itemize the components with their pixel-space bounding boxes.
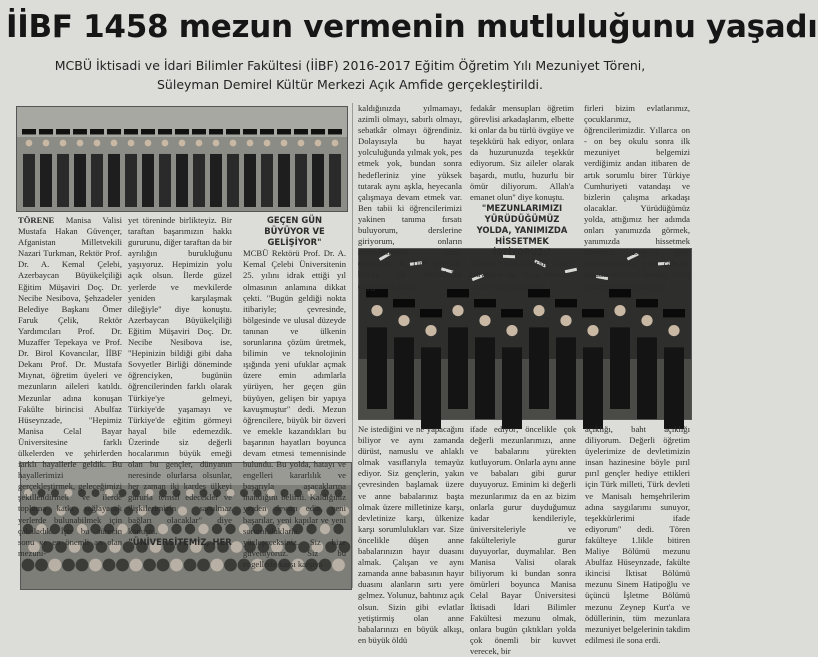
column-5 (470, 103, 574, 291)
body-paragraph (18, 215, 122, 559)
column-9 (585, 424, 691, 645)
body-paragraph (358, 424, 464, 646)
paragraph-text: açıklığı, baht açıklığı diliyorum. Değerli öğretim üyelerimize de devletimizin insan hazinesine böyle pırıl pırıl gençler hediye ettikleri için Türk milleti, Türk devleti ve Manisalı hemşehrilerim adına saygılarımı sunuyor, teşekkürlerimi ifade ediyorum" dedi. Tören fakülteye 1.likle bitiren Maliye Bölümü mezunu Abulfaz Hüseynzade, fakülte ikincisi İktisat Bölümü mezunu Sinem Hatipoğlu ve üçüncü İşletme Bölümü mezunu Zeynep Kurt'a ve ödüllerinin, tüm mezunlara mezuniyet belgelerinin takdim edilmesi ile sona erdi. (585, 424, 691, 645)
deck-line-2: Süleyman Demirel Kültür Merkezi Açık Amfide gerçekleştirildi. (156, 77, 544, 92)
subheading: "MEZUNLARIMIZI YÜRÜDÜĞÜMÜZ YOLDA, YANIMIZDA HİSSETMEK İSTİYORUZ." (476, 202, 568, 258)
column-rule (352, 103, 353, 588)
paragraph-text: Manisa Valisi Mustafa Hakan Güvençer ise "Aynı heyecanı sizlerle paylaştığımızı (470, 258, 574, 291)
photo-graduates-group (16, 106, 348, 212)
column-8 (470, 424, 576, 656)
body-paragraph (470, 258, 574, 291)
column-1 (18, 215, 122, 558)
headline: İİBF 1458 mezun vermenin mutluluğunu yaşadı (6, 9, 818, 45)
lead-word: TÖRENE (18, 215, 55, 225)
subheading: GEÇEN GÜN BÜYÜYOR VE GELİŞİYOR" (264, 215, 325, 248)
body-paragraph (243, 248, 346, 570)
body-paragraph (470, 103, 574, 203)
body-paragraph (585, 424, 690, 646)
paragraph-text: kaldığınızda yılmamayı, azimli olmayı, sabırlı olmayı, sebatkâr olmayı öğrendiniz. Dolayısıyla bu hayat yolculuğunda yılmak yok, pes etmek yok, bundan sonra hedefleriniz yine yüksek tutarak aynı aşkla, heyecanla çalışmaya devam etmek var. Ben tabii ki öğrencilerimizi yakinen tanıma fırsatı buluyorum, derslerine giriyorum, onların memnuniyetle ifade edebilirim ki Türk gençliği büyük bir sorumluluk duygusuna sahip. (358, 103, 462, 291)
paragraph-text: yet töreninde birlikteyiz. Bir taraftan başarımızın hakkı gururunu, diğer taraftan da bir ayrılığın burukluğunu yaşıyoruz. Hepimizin yolu açık olsun. İlerde güzel yerlerde ve mevkilerde yeniden karşılaşmak dileğiyle" diye konuştu. Azerbaycan Büyükelçiliği Eğitim Müşaviri Doç. Dr. Necibe Nesibova ise, "Hepinizin bildiği gibi daha Sovyetler Birliği döneminde öğrenciyken, bugünün öğrencilerinden farklı olarak Türkiye'ye gelmeyi, Türkiye'de yaşamayı ve Türkiye'de eğitim görmeyi hayal bile edemezdik. Üzerinde siz değerli hocalarımın büyük emeği olan bu gençler, dünyanın neresinde olurlarsa olsunlar, her zaman iki kardeş ülkeyi gururla temsil edecekler ve ilişkilerimizin sarsılmaz bağları olacaklar" diye konuştu. (128, 215, 232, 536)
body-paragraph (470, 424, 576, 657)
column-6 (584, 103, 690, 291)
paragraph-text: fedakâr mensupları öğretim görevlisi arkadaşlarım, elbette ki onlar da bu türlü övgüye ve teşekkürü hak ediyor, onlara da huzurunuzda teşekkür ediyorum. Siz aileler olarak başardı, mutlu, huzurlu bir ömür diliyorum. Allah'a emanet olun" diye konuştu. (470, 103, 574, 202)
column-4 (358, 103, 462, 291)
paragraph-text: ifade ediyor; öncelikle çok değerli mezunlarımızı, anne ve babalarını yürekten kutluyorum. Onlarla aynı anne ve babaları gibi gurur duyuyoruz. Eminim ki değerli mezunlarımız da en az bizim onlarla gurur duyduğumuz kadar kendileriyle, üniversiteleriyle ve fakülteleriyle gurur duyuyorlar, duymalılar. Ben Manisa Valisi olarak biliyorum ki bundan sonra ömürleri boyunca Manisa Celal Bayar Üniversitesi İktisadi İdari Bilimler Fakültesi mezunu olmak, onlara bugün çıktıkları yolda çok önemli bir kuvvet verecek, bir (470, 424, 576, 656)
body-paragraph (128, 215, 232, 537)
body-paragraph (358, 103, 462, 292)
paragraph-text: Ne istediğini ve ne yapacağını biliyor ve aynı zamanda dürüst, namuslu ve ahlaklı olmak vasıflarıyla temayüz ediyor. Siz gençlerin, yakın çevresinden başlamak üzere ve anne babalarınız başta olmak üzere milletinize karşı, devletinize karşı, ülkenize karşı sorumlulukları var. Size öncelikle düşen anne babalarınızın hayır duasını almak. Çalışan ve aynı zamanda anne babasının hayır duasını alanların sırtı yere gelmez. Yolunuz, bahtınız açık olsun. Sizin gibi evlatlar yetiştirmiş olan anne babalarınızı en büyük alkışı, en büyük öldü (358, 424, 464, 645)
paragraph-text: firleri bizim evlatlarımız, çocuklarımız, öğrencilerimizdir. Yıllarca on - on beş okulu sonra ilk mezuniyet belgemizi verdiğimiz andan itibaren de artık sorumlu birer Türkiye Cumhuriyeti vatandaşı ve bizlerin çalışma arkadaşı olacaklar. Yürüdüğümüz yolda, attığımız her adımda onları yanımızda görmek, yanımızda hissetmek istiyoruz. Değerli genç mezunlarımıza, yeni çalışma arkadaşlarımıza bundan sonra yürüyecekleri yolda yol (584, 103, 690, 291)
paragraph-text: MCBÜ Rektörü Prof. Dr. A. Kemal Çelebi Üniversitenin 25. yılını idrak ettiği yıl olmasının anlamına dikkat çekti. "Bugün geldiği nokta itibariyle; çevresinde, bölgesinde ve ulusal düzeyde tanınan ve ülkenin sorunlarına çözüm üretmek, bilimin ve teknolojinin ışığında yeni ufuklar açmak üzere emin adımlarla yürüyen, her geçen gün büyüyen, gelişen bir yapıya kavuşmuştur" dedi. Mezun öğrencilere, büyük bir özveri ve emekle kazandıkları bu başarının hayatları boyunca devam etmesi temennisinde bulundu. Bu yolda, hatayı ve engelleri kararlılık ve başarıyla aşacaklarına inandığını belirtti. Kaldığınız yerden devam edin, yeni başarılar, yeni kapılar ve yeni sorumluluklarla yüzleşeceksiniz. Siz bize güveniyoruz. Siz bu engellerle karşı karşıya (243, 248, 346, 569)
column-3 (243, 215, 346, 569)
subheading: "ÜNİVERSİTEMİZ, HER (128, 536, 232, 547)
deck (40, 56, 660, 94)
paragraph-text: Manisa Valisi Mustafa Hakan Güvençer, Afganistan Milletvekili Nazari Turkman, Rektör Prof. Dr. A. Kemal Çelebi, Azerbaycan Büyükelçiliği Eğitim Müşaviri Doç. Dr. Necibe Nesibova, Şehzadeler Belediye Başkanı Ömer Faruk Çelik, Rektör Yardımcıları Prof. Dr. Muzaffer Tepekaya ve Prof. Dr. Birol Kovancılar, İİBF Dekanı Prof. Dr. Mustafa Mıynat, öğretim üyeleri ve mezunların aileleri katıldı. Mezunlar adına konuşan Fakülte birincisi Abulfaz Hüseynzade, "Hepimiz Manisa Celal Bayar Üniversitesine farklı ülkelerden ve şehirlerden farklı hayallerle geldik. Bu hayallerimizi gerçekleştirmek, geleceğimizi şekillendirmek ve ilerde topluma katkı sağlayacak yerlerde bulunabilmek için çabaladık. İşte bu sürecin sonu ve en önemli an olan mezuni- (18, 215, 122, 558)
graduates-group-image (17, 107, 347, 211)
column-7 (358, 424, 464, 645)
body-paragraph (584, 103, 690, 292)
deck-line-1: MCBÜ İktisadi ve İdari Bilimler Fakültesi (İİBF) 2016-2017 Eğitim Öğretim Yılı Mezuniyet Töreni, (54, 58, 646, 73)
column-2 (128, 215, 232, 547)
